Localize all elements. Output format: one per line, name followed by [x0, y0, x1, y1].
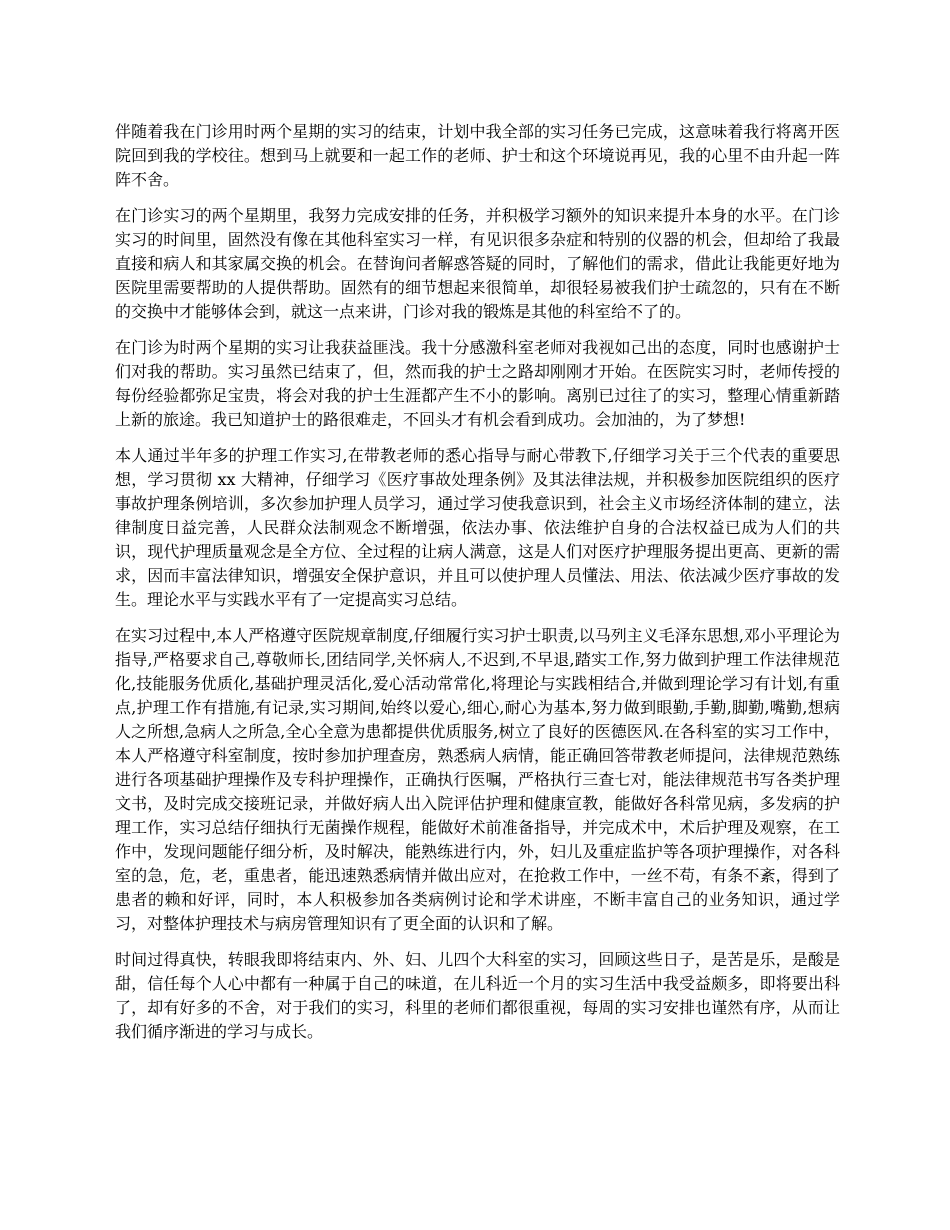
paragraph-1: 伴随着我在门诊用时两个星期的实习的结束，计划中我全部的实习任务已完成，这意味着我行将离开医院回到我的学校往。想到马上就要和一起工作的老师、护士和这个环境说再见，我的心里不由升起一阵阵不舍。 — [115, 122, 840, 189]
paragraph-6: 时间过得真快，转眼我即将结束内、外、妇、儿四个大科室的实习，回顾这些日子，是苦是乐，是酸是甜，信任每个人心中都有一种属于自己的味道，在儿科近一个月的实习生活中我受益颇多，即将要出科了，却有好多的不舍，对于我们的实习，科里的老师们都很重视，每周的实习安排也谨然有序，从而让我们循序渐进的学习与成长。 — [115, 950, 840, 1041]
paragraph-4: 本人通过半年多的护理工作实习,在带教老师的悉心指导与耐心带教下,仔细学习关于三个代表的重要思想，学习贯彻 xx 大精神，仔细学习《医疗事故处理条例》及其法律法规，并积极参加医院组织的医疗事故护理条例培训，多次参加护理人员学习，通过学习使我意识到，社会主义市场经济体制的建立，法律制度日益完善，人民群众法制观念不断增强，依法办事、依法维护自身的合法权益已成为人们的共识，现代护理质量观念是全方位、全过程的让病人满意，这是人们对医疗护理服务提出更高、更新的需求，因而丰富法律知识，增强安全保护意识，并且可以使护理人员懂法、用法、依法减少医疗事故的发生。理论水平与实践水平有了一定提高实习总结。 — [115, 446, 840, 609]
document-body — [115, 120, 840, 1056]
paragraph-5: 在实习过程中,本人严格遵守医院规章制度,仔细履行实习护士职责,以马列主义毛泽东思想,邓小平理论为指导,严格要求自己,尊敬师长,团结同学,关怀病人,不迟到,不早退,踏实工作,努力做到护理工作法律规范化,技能服务优质化,基础护理灵活化,爱心活动常常化,将理论与实践相结合,并做到理论学习有计划,有重点,护理工作有措施,有记录,实习期间,始终以爱心,细心,耐心为基本,努力做到眼勤,手勤,脚勤,嘴勤,想病人之所想,急病人之所急,全心全意为患都提供优质服务,树立了良好的医德医风.在各科室的实习工作中，本人严格遵守科室制度，按时参加护理查房，熟悉病人病情，能正确回答带教老师提问，法律规范熟练进行各项基础护理操作及专科护理操作，正确执行医嘱，严格执行三查七对，能法律规范书写各类护理文书，及时完成交接班记录，并做好病人出入院评估护理和健康宣教，能做好各科常见病，多发病的护理工作，实习总结仔细执行无菌操作规程，能做好术前准备指导，并完成术中，术后护理及观察，在工作中，发现问题能仔细分析，及时解决，能熟练进行内，外，妇儿及重症监护等各项护理操作，对各科室的急，危，老，重患者，能迅速熟悉病情并做出应对，在抢救工作中，一丝不苟，有条不紊，得到了患者的赖和好评，同时，本人积极参加各类病例讨论和学术讲座，不断丰富自己的业务知识，通过学习，对整体护理技术与病房管理知识有了更全面的认识和了解。 — [115, 626, 840, 933]
paragraph-2: 在门诊实习的两个星期里，我努力完成安排的任务，并积极学习额外的知识来提升本身的水平。在门诊实习的时间里，固然没有像在其他科室实习一样，有见识很多杂症和特别的仪器的机会，但却给了我最直接和病人和其家属交换的机会。在替询问者解惑答疑的同时，了解他们的需求，借此让我能更好地为医院里需要帮助的人提供帮助。固然有的细节想起来很简单，却很轻易被我们护士疏忽的，只有在不断的交换中才能够体会到，就这一点来讲，门诊对我的锻炼是其他的科室给不了的。 — [115, 206, 840, 321]
paragraph-3: 在门诊为时两个星期的实习让我获益匪浅。我十分感激科室老师对我视如己出的态度，同时也感谢护士们对我的帮助。实习虽然已结束了，但，然而我的护士之路却刚刚才开始。在医院实习时，老师传授的每份经验都弥足宝贵，将会对我的护士生涯都产生不小的影响。离别已过往了的实习，整理心情重新踏上新的旅途。我已知道护士的路很难走，不回头才有机会看到成功。会加油的，为了梦想! — [115, 338, 840, 429]
